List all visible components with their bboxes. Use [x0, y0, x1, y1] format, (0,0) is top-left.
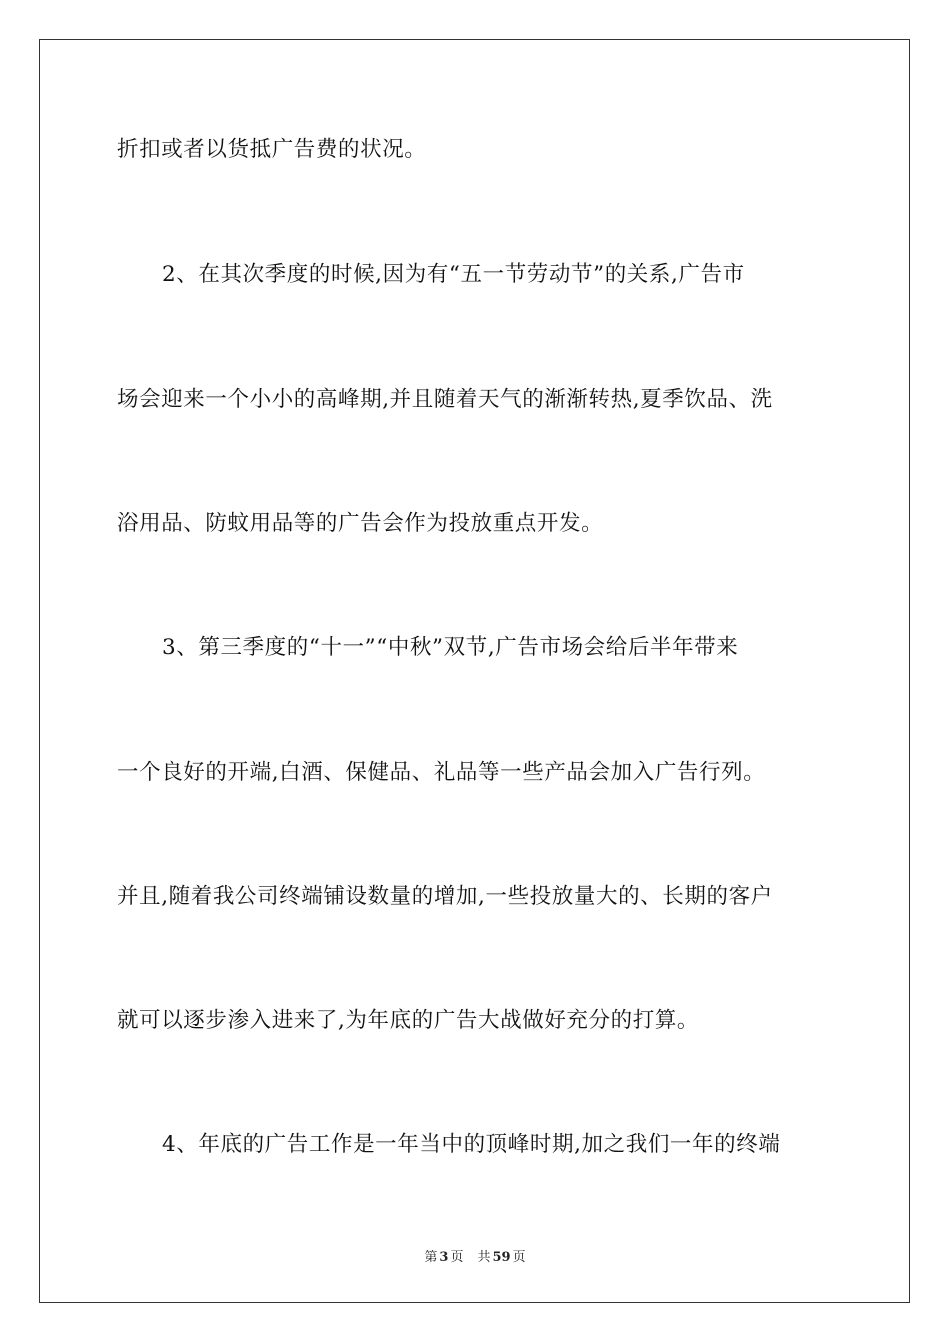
page-footer — [0, 1250, 950, 1266]
text-line-8: 就可以逐步渗入进来了,为年底的广告大战做好充分的打算。 — [117, 1008, 700, 1033]
text-line-3: 场会迎来一个小小的高峰期,并且随着天气的渐渐转热,夏季饮品、洗 — [117, 387, 773, 412]
text-line-4: 浴用品、防蚊用品等的广告会作为投放重点开发。 — [117, 511, 604, 536]
text-line-6: 一个良好的开端,白酒、保健品、礼品等一些产品会加入广告行列。 — [117, 760, 766, 785]
footer-total-prefix: 共 — [477, 1250, 491, 1265]
text-line-2: 2、在其次季度的时候,因为有“五一节劳动节”的关系,广告市 — [162, 262, 745, 287]
footer-page-suffix: 页 — [450, 1250, 464, 1265]
page-frame — [39, 39, 910, 1303]
text-line-1: 折扣或者以货抵广告费的状况。 — [117, 137, 427, 162]
text-line-5: 3、第三季度的“十一”“中秋”双节,广告市场会给后半年带来 — [162, 635, 739, 660]
text-line-9: 4、年底的广告工作是一年当中的顶峰时期,加之我们一年的终端 — [162, 1132, 781, 1157]
text-line-7: 并且,随着我公司终端铺设数量的增加,一些投放量大的、长期的客户 — [117, 884, 773, 909]
footer-page-number: 3 — [439, 1250, 449, 1265]
footer-total-pages: 59 — [492, 1250, 511, 1265]
footer-total-suffix: 页 — [512, 1250, 526, 1265]
footer-page-prefix: 第 — [424, 1250, 438, 1265]
